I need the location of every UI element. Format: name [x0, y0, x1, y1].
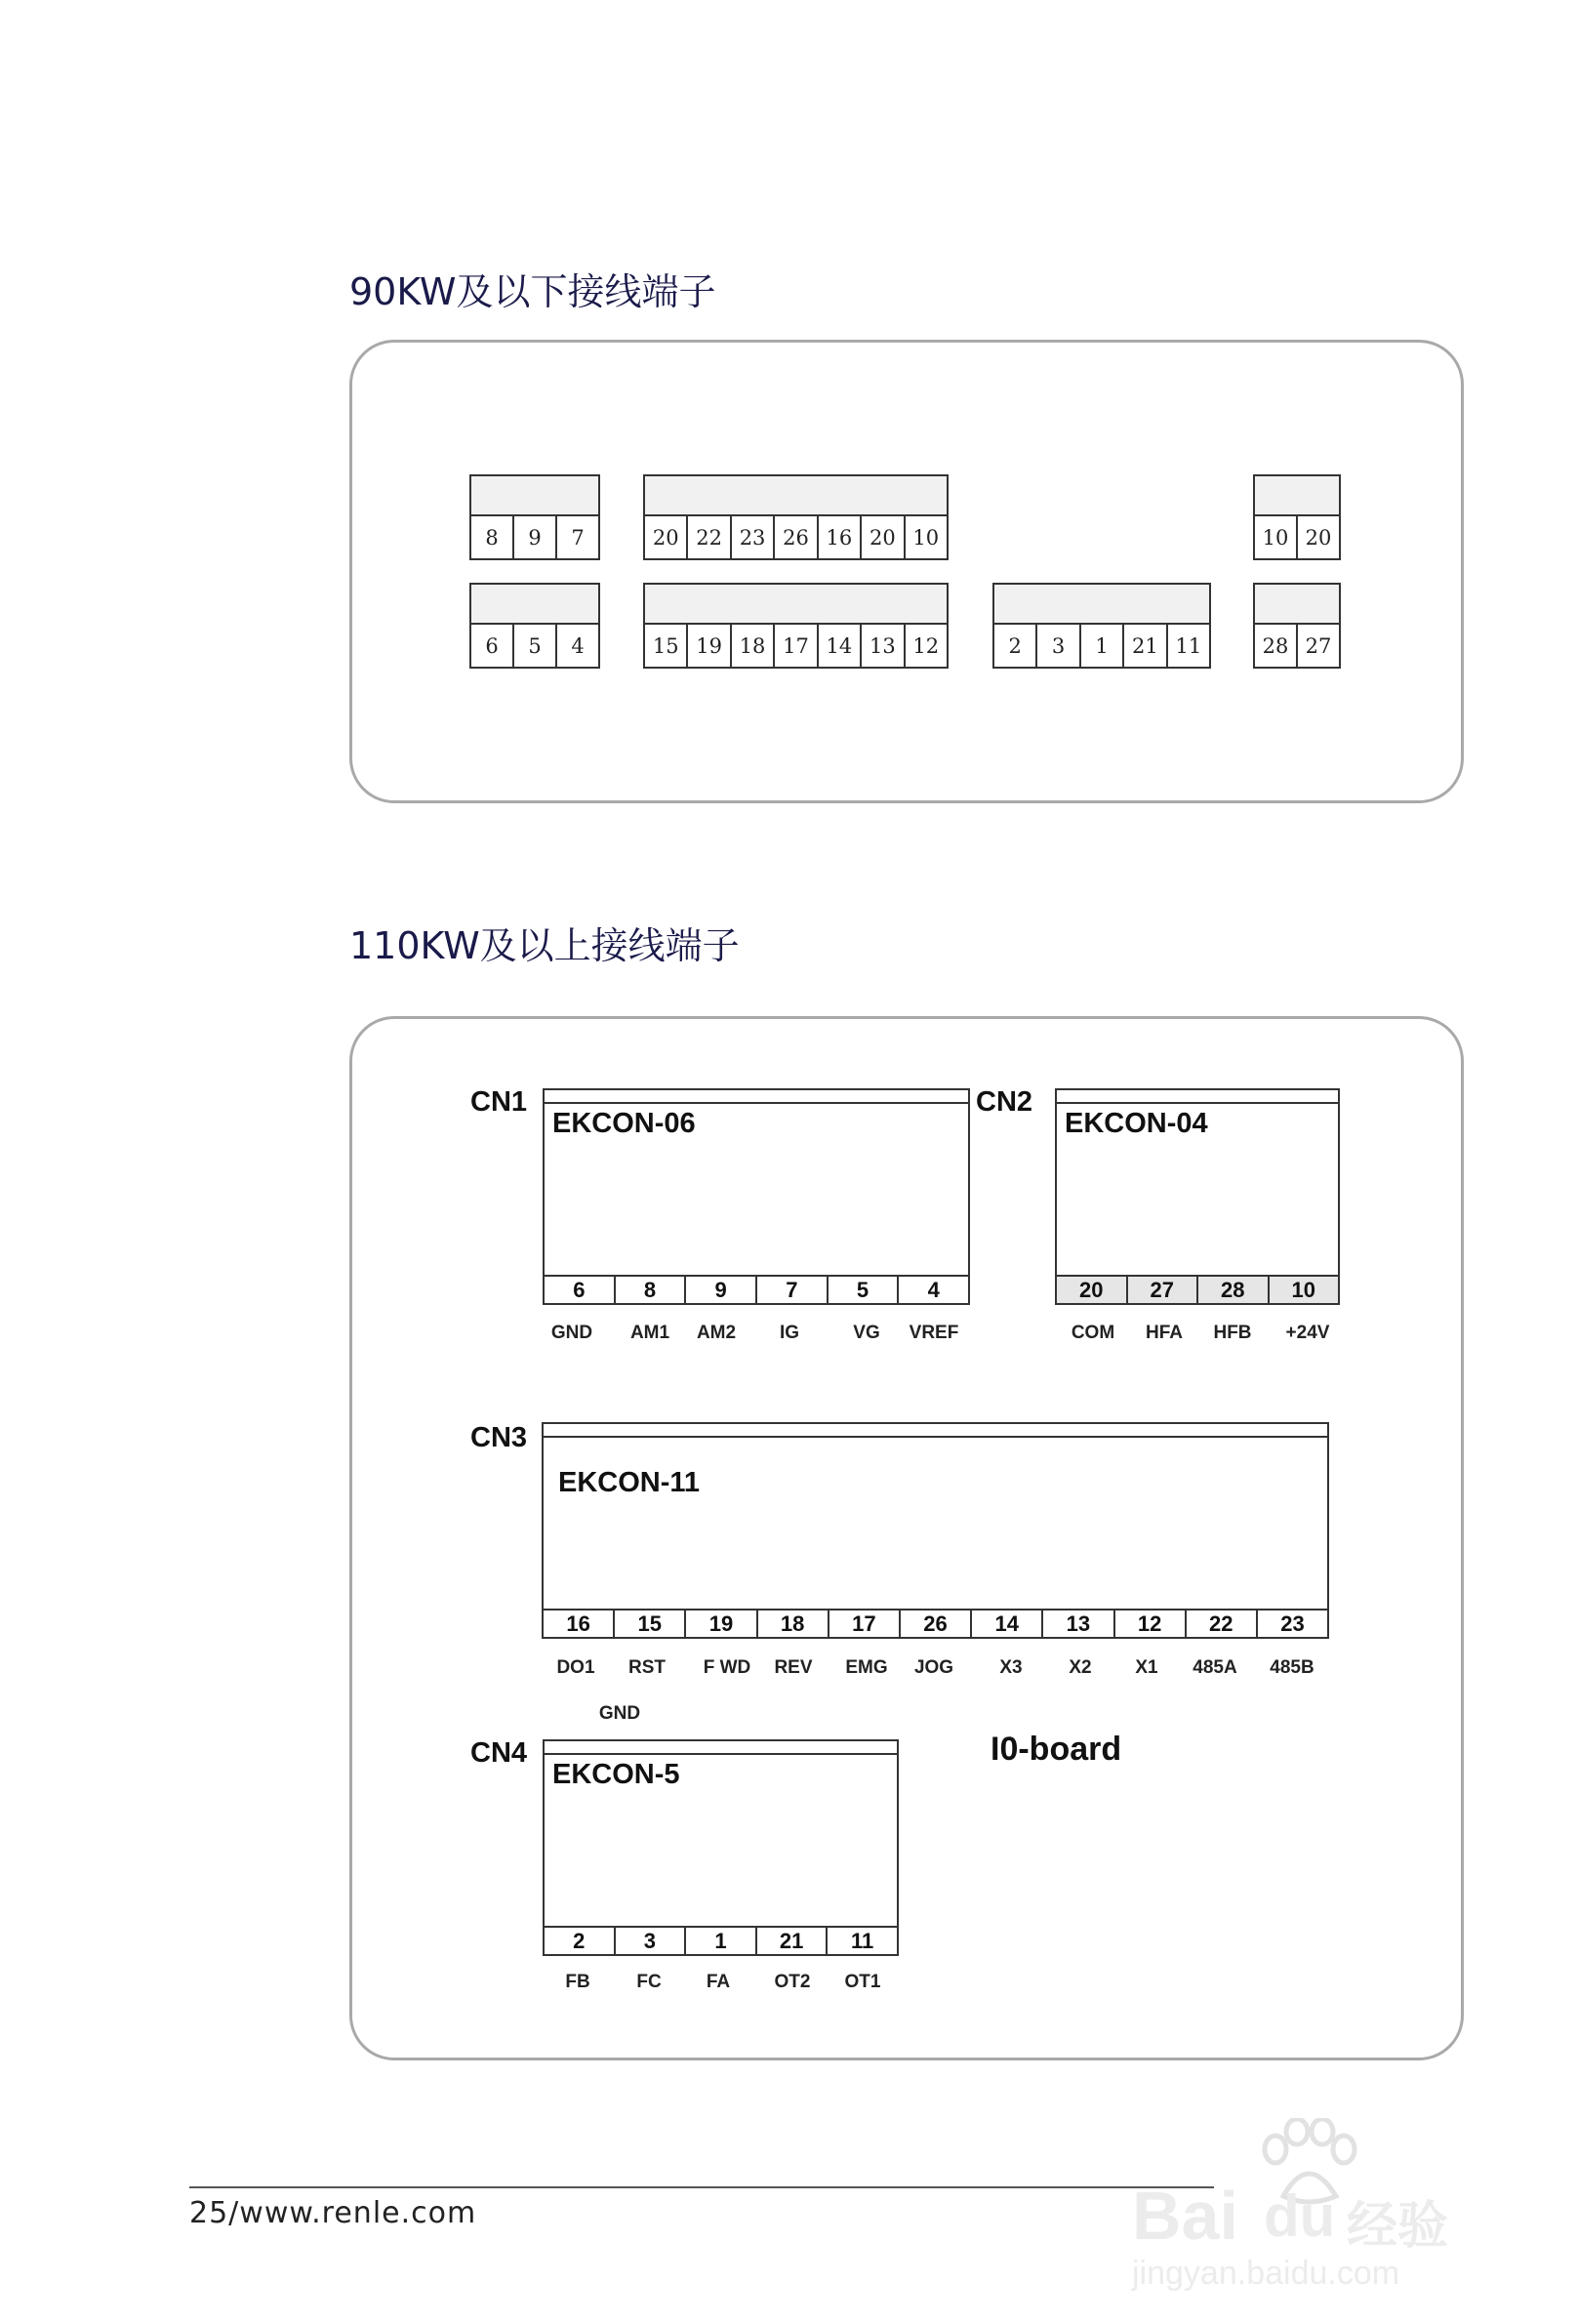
connector-pin: 17	[829, 1610, 901, 1637]
watermark-brand2: du	[1264, 2183, 1336, 2249]
signal-label: VREF	[909, 1323, 959, 1343]
signal-label: FB	[565, 1972, 590, 1992]
signal-label: FA	[706, 1972, 731, 1992]
signal-label: FC	[636, 1972, 662, 1992]
signal-label: OT2	[774, 1972, 811, 1992]
signal-label: EMG	[845, 1657, 888, 1678]
watermark-url: jingyan.baidu.com	[1132, 2255, 1400, 2292]
connector-name: EKCON-06	[552, 1108, 696, 1139]
connector-cn3	[542, 1422, 1329, 1639]
connector-pin: 11	[851, 1928, 874, 1953]
connector-cn1	[543, 1088, 970, 1305]
footer-divider	[189, 2186, 1214, 2188]
baidu-watermark	[1122, 2118, 1513, 2294]
cn1-label: CN1	[470, 1086, 528, 1118]
connector-pin: 21	[757, 1928, 829, 1954]
terminal-block	[992, 583, 1211, 669]
connector-pin: 12	[1115, 1610, 1187, 1637]
signal-label: +24V	[1285, 1323, 1330, 1343]
terminal-pin: 20	[1305, 525, 1332, 550]
terminal-pin: 13	[862, 625, 905, 667]
cn3-signal-labels	[542, 1657, 1329, 1687]
terminal-block	[1253, 474, 1341, 560]
terminal-pin: 17	[775, 625, 818, 667]
terminal-pin: 20	[862, 516, 905, 558]
connector-pin: 7	[757, 1277, 829, 1303]
terminal-pin: 26	[775, 516, 818, 558]
connector-pin: 15	[615, 1610, 686, 1637]
terminal-pin: 16	[819, 516, 862, 558]
signal-label: GND	[550, 1323, 593, 1343]
signal-label: VG	[853, 1323, 880, 1343]
terminal-pin: 10	[912, 525, 940, 550]
signal-label: REV	[774, 1657, 813, 1678]
signal-label: X2	[1069, 1657, 1092, 1678]
signal-label: X1	[1135, 1657, 1158, 1678]
signal-label: IG	[779, 1323, 800, 1343]
connector-pin: 9	[686, 1277, 757, 1303]
connector-pin: 20	[1057, 1277, 1128, 1303]
signal-label: 485A	[1193, 1657, 1237, 1678]
terminal-pin: 12	[912, 633, 940, 658]
terminal-pin: 6	[471, 625, 514, 667]
terminal-pin: 7	[571, 525, 585, 550]
terminal-pin: 14	[819, 625, 862, 667]
connector-pin: 27	[1128, 1277, 1199, 1303]
connector-name: EKCON-11	[558, 1467, 701, 1498]
cn4-label: CN4	[470, 1737, 528, 1769]
connector-pin: 6	[545, 1277, 616, 1303]
terminal-pin: 2	[994, 625, 1037, 667]
terminal-pin: 4	[571, 633, 585, 658]
cn3-label: CN3	[470, 1422, 528, 1453]
cn1-signal-labels	[543, 1323, 970, 1352]
connector-pin: 23	[1280, 1610, 1305, 1636]
terminal-pin: 19	[688, 625, 731, 667]
terminal-pin: 15	[645, 625, 688, 667]
terminal-pin: 27	[1305, 633, 1332, 658]
cn2-signal-labels	[1055, 1323, 1340, 1352]
signal-label: 485B	[1270, 1657, 1314, 1678]
terminal-pin: 9	[514, 516, 557, 558]
connector-pin: 13	[1043, 1610, 1114, 1637]
terminal-block	[643, 583, 949, 669]
terminal-pin: 3	[1037, 625, 1080, 667]
signal-label: X3	[999, 1657, 1023, 1678]
connector-cn2	[1055, 1088, 1340, 1305]
signal-label: HFB	[1213, 1323, 1252, 1343]
section2-title: 110KW及以上接线端子	[349, 924, 740, 967]
signal-label: HFA	[1146, 1323, 1183, 1343]
signal-label: OT1	[844, 1972, 881, 1992]
connector-name: EKCON-04	[1065, 1108, 1208, 1139]
terminal-pin: 8	[471, 516, 514, 558]
connector-pin: 26	[901, 1610, 972, 1637]
section1-panel	[349, 340, 1464, 803]
cn2-label: CN2	[976, 1086, 1033, 1118]
io-board-label: I0-board	[991, 1731, 1122, 1768]
signal-label: DO1	[556, 1657, 595, 1678]
connector-pin: 22	[1187, 1610, 1258, 1637]
section1-title: 90KW及以下接线端子	[349, 270, 716, 313]
terminal-pin: 11	[1175, 633, 1202, 658]
terminal-pin: 28	[1255, 625, 1298, 667]
terminal-pin: 21	[1124, 625, 1167, 667]
terminal-block	[1253, 583, 1341, 669]
terminal-pin: 22	[688, 516, 731, 558]
terminal-block	[469, 583, 600, 669]
connector-pin: 2	[545, 1928, 616, 1954]
connector-name: EKCON-5	[552, 1759, 680, 1790]
signal-label: AM1	[629, 1323, 670, 1343]
cn4-signal-labels	[543, 1972, 899, 2001]
connector-pin: 28	[1198, 1277, 1270, 1303]
watermark-cn: 经验	[1347, 2198, 1449, 2255]
signal-label: COM	[1071, 1323, 1115, 1343]
terminal-pin: 23	[732, 516, 775, 558]
connector-pin: 10	[1291, 1277, 1315, 1302]
signal-label: JOG	[913, 1657, 954, 1678]
connector-pin: 3	[616, 1928, 687, 1954]
connector-pin: 18	[758, 1610, 829, 1637]
connector-pin: 4	[927, 1277, 940, 1302]
terminal-pin: 5	[514, 625, 557, 667]
connector-pin: 5	[829, 1277, 900, 1303]
footer-text: 25/www.renle.com	[189, 2196, 477, 2230]
terminal-block	[469, 474, 600, 560]
watermark-brand: Bai	[1132, 2178, 1238, 2254]
terminal-pin: 1	[1081, 625, 1124, 667]
signal-label: F WD	[703, 1657, 751, 1678]
signal-label: AM2	[696, 1323, 737, 1343]
terminal-pin: 20	[645, 516, 688, 558]
connector-pin: 1	[686, 1928, 757, 1954]
connector-pin: 19	[686, 1610, 757, 1637]
connector-pin: 16	[544, 1610, 615, 1637]
signal-label: RST	[628, 1657, 666, 1678]
signal-label-gnd: GND	[598, 1703, 641, 1724]
terminal-pin: 18	[732, 625, 775, 667]
connector-cn4	[543, 1739, 899, 1956]
connector-pin: 8	[616, 1277, 687, 1303]
connector-pin: 14	[972, 1610, 1043, 1637]
terminal-block	[643, 474, 949, 560]
terminal-pin: 10	[1255, 516, 1298, 558]
